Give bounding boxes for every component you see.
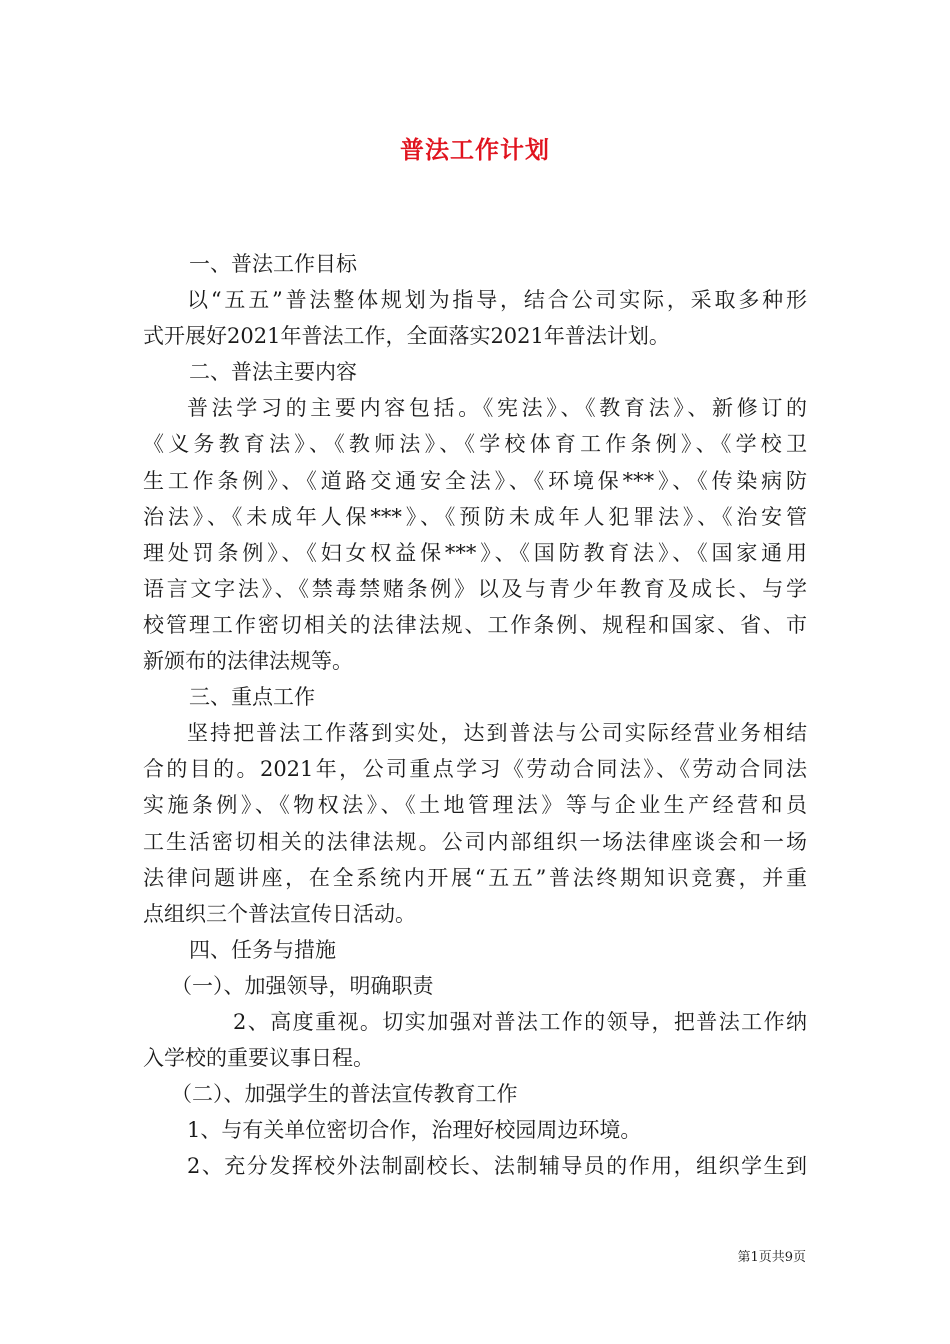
body-line: 点组织三个普法宣传日活动。 xyxy=(143,901,416,926)
body-line: 1、与有关单位密切合作，治理好校园周边环境。 xyxy=(187,1118,642,1143)
body-line: 二、普法主要内容 xyxy=(189,360,357,385)
body-line: 普法学习的主要内容包括。《宪法》、《教育法》、新修订的 xyxy=(187,396,807,421)
body-line: 入学校的重要议事日程。 xyxy=(143,1046,374,1071)
body-line: 语言文字法》、《禁毒禁赌条例》以及与青少年教育及成长、与学 xyxy=(143,576,807,601)
body-line: 工生活密切相关的法律法规。公司内部组织一场法律座谈会和一场 xyxy=(143,829,807,854)
body-line: （二）、加强学生的普法宣传教育工作 xyxy=(171,1082,518,1107)
document-body xyxy=(143,246,807,1184)
body-line: 一、普法工作目标 xyxy=(189,252,357,276)
body-line: 2、高度重视。切实加强对普法工作的领导，把普法工作纳 xyxy=(233,1009,807,1034)
body-line: 2、充分发挥校外法制副校长、法制辅导员的作用，组织学生到 xyxy=(187,1154,807,1179)
body-line: （一）、加强领导，明确职责 xyxy=(171,973,434,998)
document-title: 普法工作计划 xyxy=(400,135,550,164)
body-line: 法律问题讲座，在全系统内开展“五五”普法终期知识竞赛，并重 xyxy=(143,865,807,890)
body-line: 三、重点工作 xyxy=(189,685,315,710)
page-number: 第1页共9页 xyxy=(737,1250,806,1265)
body-line: 合的目的。2021年，公司重点学习《劳动合同法》、《劳动合同法 xyxy=(143,757,807,782)
body-line: 生工作条例》、《道路交通安全法》、《环境保***》、《传染病防 xyxy=(143,468,807,493)
body-line: 四、任务与措施 xyxy=(189,937,336,962)
body-line: 坚持把普法工作落到实处，达到普法与公司实际经营业务相结 xyxy=(187,721,807,746)
body-line: 校管理工作密切相关的法律法规、工作条例、规程和国家、省、市 xyxy=(143,612,807,637)
body-line: 以“五五”普法整体规划为指导，结合公司实际，采取多种形 xyxy=(187,288,807,313)
body-line: 理处罚条例》、《妇女权益保***》、《国防教育法》、《国家通用 xyxy=(143,540,807,565)
body-line: 式开展好2021年普法工作，全面落实2021年普法计划。 xyxy=(143,324,670,349)
body-line: 治法》、《未成年人保***》、《预防未成年人犯罪法》、《治安管 xyxy=(143,504,807,529)
body-line: 实施条例》、《物权法》、《土地管理法》等与企业生产经营和员 xyxy=(143,793,807,818)
body-line: 《义务教育法》、《教师法》、《学校体育工作条例》、《学校卫 xyxy=(143,432,807,457)
body-line: 新颁布的法律法规等。 xyxy=(143,649,353,674)
